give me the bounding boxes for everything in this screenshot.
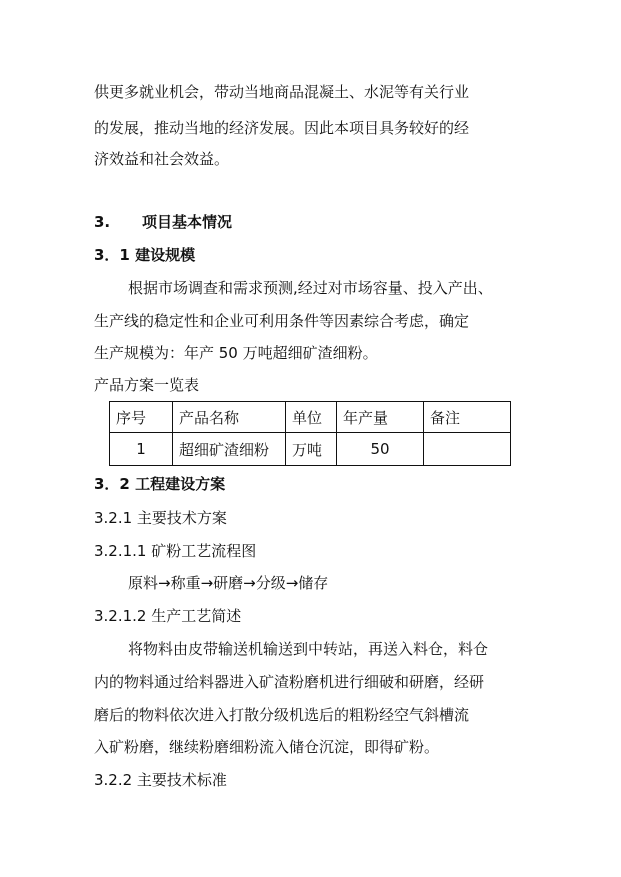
section-title: 项目基本情况 bbox=[142, 213, 233, 231]
table-header-cell: 单位 bbox=[286, 402, 337, 433]
body-line: 入矿粉磨，继续粉磨细粉流入储仓沉淀，即得矿粉。 bbox=[94, 738, 440, 756]
table-header-row bbox=[110, 402, 511, 433]
process-flow: 原料→称重→研磨→分级→储存 bbox=[128, 574, 329, 592]
table-header-cell: 产品名称 bbox=[173, 402, 286, 433]
table-header-cell: 年产量 bbox=[337, 402, 424, 433]
body-line: 生产规模为：年产 50 万吨超细矿渣细粉。 bbox=[94, 344, 378, 362]
section-heading bbox=[94, 212, 232, 232]
body-line: 供更多就业机会，带动当地商品混凝土、水泥等有关行业 bbox=[94, 83, 470, 101]
table-cell: 1 bbox=[110, 433, 173, 466]
table-caption: 产品方案一览表 bbox=[94, 376, 200, 394]
subsection-heading: 3．2 工程建设方案 bbox=[94, 475, 226, 493]
table-row bbox=[110, 433, 511, 466]
section-number: 3. bbox=[94, 213, 111, 231]
table-header-cell: 序号 bbox=[110, 402, 173, 433]
sub-heading: 3.2.1.2 生产工艺简述 bbox=[94, 607, 242, 625]
sub-heading: 3.2.2 主要技术标准 bbox=[94, 771, 227, 789]
sub-heading: 3.2.1 主要技术方案 bbox=[94, 509, 227, 527]
product-table bbox=[109, 401, 511, 466]
body-line: 将物料由皮带输送机输送到中转站，再送入料仓，料仓 bbox=[128, 640, 489, 658]
table-cell: 万吨 bbox=[286, 433, 337, 466]
body-line: 的发展，推动当地的经济发展。因此本项目具务较好的经 bbox=[94, 119, 470, 137]
body-line: 根据市场调查和需求预测,经过对市场容量、投入产出、 bbox=[128, 279, 493, 297]
body-line: 磨后的物料依次进入打散分级机选后的粗粉经空气斜槽流 bbox=[94, 706, 470, 724]
table-header-cell: 备注 bbox=[424, 402, 511, 433]
subsection-heading: 3．1 建设规模 bbox=[94, 246, 196, 264]
body-line: 济效益和社会效益。 bbox=[94, 150, 230, 168]
table-cell bbox=[424, 433, 511, 466]
body-line: 生产线的稳定性和企业可利用条件等因素综合考虑，确定 bbox=[94, 312, 470, 330]
table-cell: 超细矿渣细粉 bbox=[173, 433, 286, 466]
table-cell: 50 bbox=[337, 433, 424, 466]
sub-heading: 3.2.1.1 矿粉工艺流程图 bbox=[94, 542, 257, 560]
body-line: 内的物料通过给料器进入矿渣粉磨机进行细破和研磨，经研 bbox=[94, 673, 485, 691]
